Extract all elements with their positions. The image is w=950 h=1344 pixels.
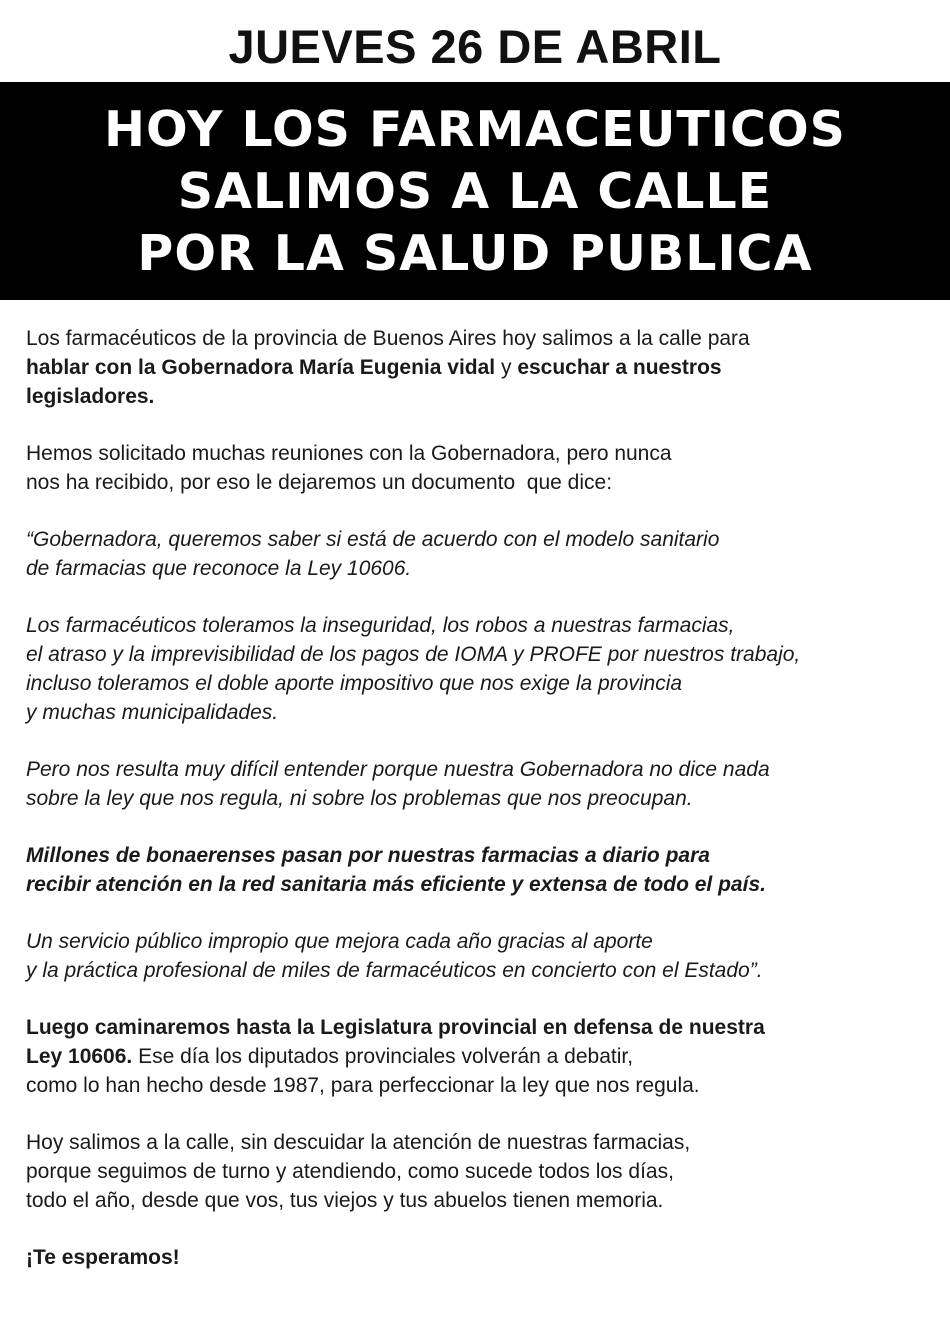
text-line (26, 1042, 936, 1071)
paragraph-legislature (26, 1013, 936, 1100)
text-line: “Gobernadora, queremos saber si está de acuerdo con el modelo sanitario (26, 528, 720, 551)
text-line: Un servicio público impropio que mejora cada año gracias al aporte (26, 930, 653, 953)
text-line: Los farmacéuticos toleramos la inseguridad, los robos a nuestras farmacias, (26, 614, 735, 637)
text-line: Pero nos resulta muy difícil entender porque nuestra Gobernadora no dice nada (26, 758, 770, 781)
bold-phrase: Ley 10606. (26, 1045, 133, 1068)
paragraph-meetings (26, 439, 936, 497)
text-line: como lo han hecho desde 1987, para perfeccionar la ley que nos regula. (26, 1074, 700, 1097)
text-line: Millones de bonaerenses pasan por nuestras farmacias a diario para (26, 844, 710, 867)
date-heading: JUEVES 26 DE ABRIL (228, 20, 722, 73)
text-line: y la práctica profesional de miles de farmacéuticos en concierto con el Estado”. (26, 959, 763, 982)
paragraph-tolerance (26, 611, 936, 727)
text-line: legisladores. (26, 385, 155, 408)
paragraph-concern (26, 755, 936, 813)
paragraph-document-quote (26, 525, 936, 583)
text-line: recibir atención en la red sanitaria más eficiente y extensa de todo el país. (26, 873, 766, 896)
headline-line-2: SALIMOS A LA CALLE (177, 163, 773, 220)
text-line (26, 353, 936, 382)
text-line: sobre la ley que nos regula, ni sobre los problemas que nos preocupan. (26, 787, 693, 810)
text-line: Luego caminaremos hasta la Legislatura provincial en defensa de nuestra (26, 1016, 765, 1039)
headline-line-3: POR LA SALUD PUBLICA (137, 225, 813, 282)
paragraph-millions (26, 841, 936, 899)
body-text (26, 324, 936, 1300)
text-line: Hemos solicitado muchas reuniones con la Gobernadora, pero nunca (26, 442, 672, 465)
text-line: Hoy salimos a la calle, sin descuidar la atención de nuestras farmacias, (26, 1131, 691, 1154)
bold-phrase: hablar con la Gobernadora María Eugenia vidal (26, 356, 496, 379)
text-fragment: y (495, 356, 518, 379)
text-line: y muchas municipalidades. (26, 701, 279, 724)
text-line: de farmacias que reconoce la Ley 10606. (26, 557, 412, 580)
text-line: porque seguimos de turno y atendiendo, como sucede todos los días, (26, 1160, 674, 1183)
text-line: Los farmacéuticos de la provincia de Buenos Aires hoy salimos a la calle para (26, 327, 750, 350)
text-line: nos ha recibido, por eso le dejaremos un documento que dice: (26, 471, 613, 494)
text-fragment: Ese día los diputados provinciales volverán a debatir, (132, 1045, 634, 1068)
text-line: todo el año, desde que vos, tus viejos y tus abuelos tienen memoria. (26, 1189, 664, 1212)
bold-phrase: escuchar a nuestros (517, 356, 722, 379)
paragraph-intro (26, 324, 936, 411)
text-line: el atraso y la imprevisibilidad de los pagos de IOMA y PROFE por nuestros trabajo, (26, 643, 801, 666)
paragraph-closing (26, 1243, 936, 1272)
text-line: incluso toleramos el doble aporte impositivo que nos exige la provincia (26, 672, 683, 695)
closing-line: ¡Te esperamos! (26, 1246, 180, 1269)
headline-line-1: HOY LOS FARMACEUTICOS (104, 101, 846, 158)
paragraph-public-service (26, 927, 936, 985)
headline-banner (0, 82, 950, 300)
paragraph-today (26, 1128, 936, 1215)
